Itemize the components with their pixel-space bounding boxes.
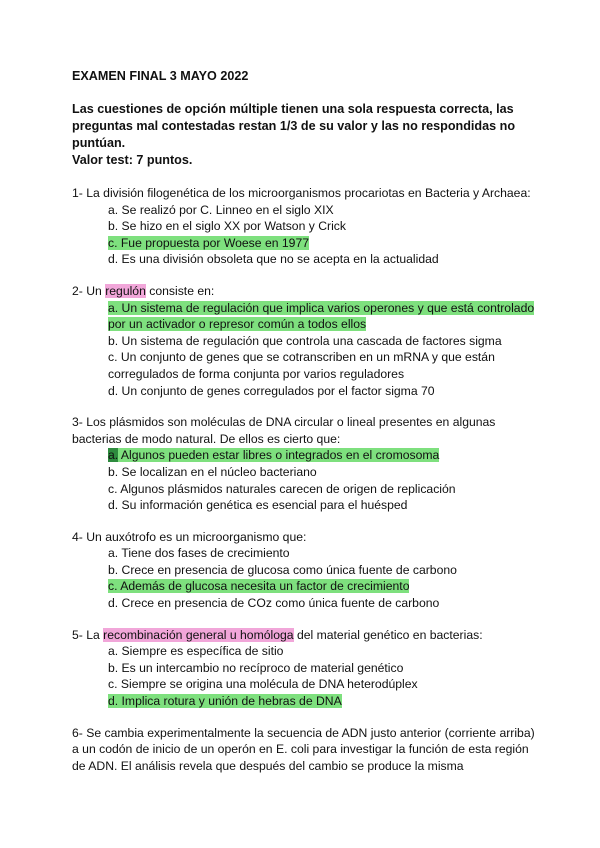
- q2-option-a: [108, 300, 542, 333]
- question-3-stem: 3- Los plásmidos son moléculas de DNA circular o lineal presentes en algunas bacterias de modo natural. De ellos es cierto que:: [72, 415, 496, 446]
- question-1-options: [72, 202, 542, 268]
- q4-option-b: b. Crece en presencia de glucosa como única fuente de carbono: [108, 562, 457, 577]
- q3-option-b: b. Se localizan en el núcleo bacteriano: [108, 464, 317, 479]
- question-5: [72, 627, 542, 710]
- question-5-stem: 5- La recombinación general u homóloga del material genético en bacterias:: [72, 627, 483, 642]
- q4-option-d: d. Crece en presencia de COz como única fuente de carbono: [108, 596, 440, 611]
- q3-option-d: d. Su información genética es esencial para el huésped: [108, 498, 408, 513]
- question-4-stem: 4- Un auxótrofo es un microorganismo que:: [72, 529, 307, 544]
- question-1: [72, 185, 542, 268]
- q3-answer-highlight: Algunos pueden estar libres o integrados en el cromosoma: [118, 448, 440, 463]
- q5-option-b: b. Es un intercambio no recíproco de material genético: [108, 660, 404, 675]
- q2-term-highlight: regulón: [105, 283, 146, 298]
- question-2-stem: 2- Un regulón consiste en:: [72, 283, 215, 298]
- q1-option-a: a. Se realizó por C. Linneo en el siglo XIX: [108, 202, 334, 217]
- question-3: [72, 414, 542, 514]
- q2-option-c: c. Un conjunto de genes que se cotranscriben en un mRNA y que están corregulados de forma conjunta por varios reguladores: [108, 350, 495, 381]
- q3-letter-highlight: a.: [108, 448, 119, 463]
- q4-option-a: a. Tiene dos fases de crecimiento: [108, 546, 290, 561]
- question-2-options: [72, 300, 542, 400]
- question-5-options: [72, 643, 542, 709]
- q5-option-a: a. Siempre es específica de sitio: [108, 644, 284, 659]
- q1-option-c: [108, 235, 542, 252]
- exam-instructions: [72, 101, 542, 169]
- q5-term-highlight: recombinación general u homóloga: [103, 627, 294, 642]
- q1-option-b: b. Se hizo en el siglo XX por Watson y Crick: [108, 219, 346, 234]
- question-6: [72, 725, 542, 775]
- q2-option-d: d. Un conjunto de genes corregulados por el factor sigma 70: [108, 383, 435, 398]
- question-1-stem: 1- La división filogenética de los microorganismos procariotas en Bacteria y Archaea:: [72, 186, 531, 200]
- test-value: Valor test: 7 puntos.: [72, 153, 193, 167]
- q5-option-c: c. Siempre se origina una molécula de DNA heterodúplex: [108, 677, 418, 692]
- q1-option-d: d. Es una división obsoleta que no se acepta en la actualidad: [108, 252, 439, 267]
- instructions-text: Las cuestiones de opción múltiple tienen una sola respuesta correcta, las preguntas mal contestadas restan 1/3 de su valor y las no respondidas no puntúan.: [72, 102, 516, 150]
- exam-title: EXAMEN FINAL 3 MAYO 2022: [72, 69, 249, 83]
- q1-answer-highlight: c. Fue propuesta por Woese en 1977: [108, 235, 309, 250]
- question-2: [72, 283, 542, 399]
- q3-option-c: c. Algunos plásmidos naturales carecen de origen de replicación: [108, 481, 456, 496]
- question-6-stem: 6- Se cambia experimentalmente la secuencia de ADN justo anterior (corriente arriba) a un codón de inicio de un operón en E. coli para investigar la función de esta región de ADN. El análisis revela que después del cambio se produce la misma: [72, 725, 535, 773]
- question-4-options: [72, 545, 542, 611]
- question-4: [72, 529, 542, 612]
- question-3-options: [72, 447, 542, 513]
- q2-option-b: b. Un sistema de regulación que controla una cascada de factores sigma: [108, 333, 502, 348]
- q4-option-c: [108, 578, 542, 595]
- q2-answer-highlight: a. Un sistema de regulación que implica varios operones y que está controlado por un activador o represor común a todos ellos: [108, 300, 535, 332]
- q3-option-a: [108, 447, 542, 464]
- q4-answer-highlight: c. Además de glucosa necesita un factor de crecimiento: [108, 579, 410, 594]
- q5-option-d: [108, 693, 542, 710]
- exam-page: [72, 68, 542, 789]
- q5-answer-highlight: d. Implica rotura y unión de hebras de DNA: [108, 694, 342, 709]
